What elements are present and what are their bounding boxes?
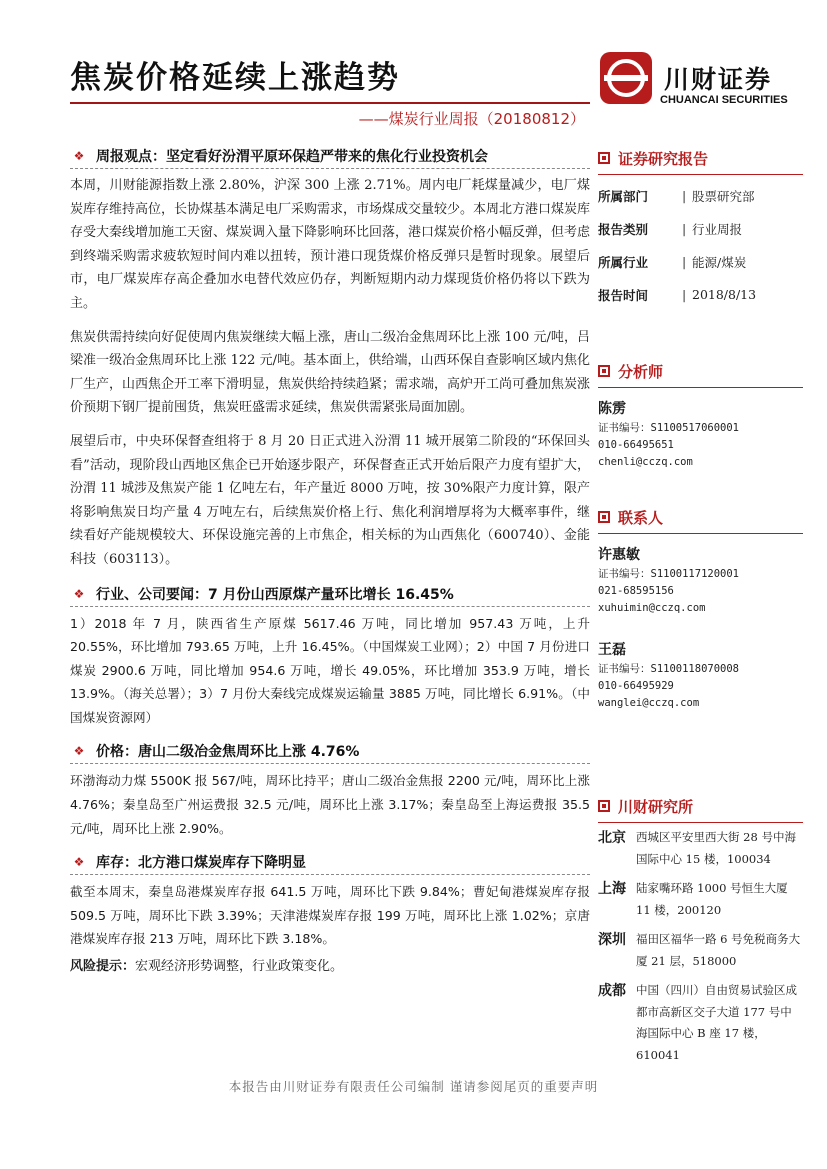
report-title: 焦炭价格延续上涨趋势	[70, 60, 400, 96]
contact-card	[598, 544, 803, 617]
info-value: 行业周报	[692, 221, 743, 237]
info-row: 所属部门 | 股票研究部	[598, 188, 755, 204]
section-heading-text: 价格：唐山二级冶金焦周环比上涨 4.76%	[96, 744, 360, 761]
section-heading-text: 行业、公司要闻：7 月份山西原煤产量环比增长 16.45%	[96, 586, 454, 603]
section-heading-view	[70, 144, 590, 168]
square-bullet-icon	[598, 511, 610, 523]
sidebar-divider	[598, 533, 803, 534]
sidebar-title-institute: 川财研究所	[598, 794, 803, 818]
report-subtitle: ——煤炭行业周报（20180812）	[358, 110, 585, 128]
info-row: 所属行业 | 能源/煤炭	[598, 254, 747, 270]
brand-name-en: CHUANCAI SECURITIES	[660, 94, 788, 106]
info-key: 所属行业	[598, 254, 649, 270]
risk-text: 宏观经济形势调整，行业政策变化。	[135, 959, 344, 975]
info-row: 报告类别 | 行业周报	[598, 221, 743, 237]
contact-name: 许惠敏	[598, 547, 640, 563]
paragraph-inventory: 截至本周末，秦皇岛港煤炭库存报 641.5 万吨，周环比下跌 9.84%；曹妃甸港煤炭库存报 509.5 万吨，周环比下跌 3.39%；天津港煤炭库存报 199 万吨，周环比上涨 1.02%；京唐港煤炭库存报 213 万吨，周环比下跌 3.18%。	[70, 884, 590, 947]
diamond-bullet-icon: ❖	[73, 149, 85, 163]
diamond-bullet-icon: ❖	[73, 855, 85, 870]
office-address	[598, 929, 803, 972]
info-key: 报告类别	[598, 221, 649, 237]
page-footer: 本报告由川财证券有限责任公司编制 谨请参阅尾页的重要声明	[228, 1079, 599, 1094]
sidebar-title-analyst: 分析师	[598, 359, 803, 383]
analyst-phone: 010-66495651	[598, 439, 674, 451]
contact-phone: 021-68595156	[598, 585, 674, 597]
office-city: 上海	[598, 881, 626, 897]
office-address	[598, 827, 803, 870]
sidebar	[598, 146, 803, 1066]
office-addr: 中国（四川）自由贸易试验区成都市高新区交子大道 177 号中海国际中心 B 座 17 楼，610041	[636, 983, 797, 1062]
brand-name-cn: 川财证券	[664, 65, 773, 94]
section-heading-text: 库存：北方港口煤炭库存下降明显	[96, 855, 306, 872]
sidebar-divider	[598, 174, 803, 175]
section-heading-inventory	[70, 850, 590, 874]
sidebar-divider	[598, 387, 803, 388]
square-bullet-icon	[598, 152, 610, 164]
contact-name: 王磊	[598, 642, 626, 658]
analyst-email[interactable]: chenli@cczq.com	[598, 456, 693, 468]
contact-email[interactable]: wanglei@cczq.com	[598, 697, 700, 709]
sidebar-title-report: 证券研究报告	[598, 146, 803, 170]
chuancai-logo-icon	[600, 52, 652, 104]
office-addr: 西城区平安里西大街 28 号中海国际中心 15 楼，100034	[636, 830, 796, 866]
info-key: 报告时间	[598, 287, 649, 303]
square-bullet-icon	[598, 800, 610, 812]
report-info-list	[598, 179, 803, 311]
risk-warning	[70, 955, 590, 979]
info-key: 所属部门	[598, 188, 649, 204]
paragraph-outlook: 展望后市，中央环保督查组将于 8 月 20 日正式进入汾渭 11 城开展第二阶段的“环保回头看”活动，现阶段山西地区焦企已开始逐步限产，环保督查正式开始后限产力度有望扩大，汾渭 11 城涉及焦炭产能 1 亿吨左右，年产量近 8000 万吨，按 30%限产力度计算，限产将影响焦炭日均产量 4 万吨左右，后续焦炭价格上行、焦化利润增厚将为大概率事件，继续看好产能规模较大、环保设施完善的上市焦企，相关标的为山西焦化（600740）、金能科技（603113）。	[70, 433, 590, 567]
analyst-name: 陈雳	[598, 401, 626, 417]
office-addr: 福田区福华一路 6 号免税商务大厦 21 层，518000	[636, 932, 801, 968]
office-address	[598, 980, 803, 1066]
paragraph-coke-supply: 焦炭供需持续向好促使周内焦炭继续大幅上涨，唐山二级冶金焦周环比上涨 100 元/吨，吕梁准一级冶金焦周环比上涨 122 元/吨。基本面上，供给端，山西环保自查影响区域内焦化厂生产，山西焦企开工率下滑明显，焦炭供给持续趋紧；需求端，高炉开工尚可叠加焦炭涨价预期下钢厂提前囤货，焦炭旺盛需求延续，焦炭供需紧张局面加剧。	[70, 329, 591, 416]
sidebar-title-contacts: 联系人	[598, 505, 803, 529]
info-value: 能源/煤炭	[692, 254, 747, 270]
office-city: 成都	[598, 983, 626, 999]
section-heading-text: 周报观点：坚定看好汾渭平原环保趋严带来的焦化行业投资机会	[96, 149, 488, 165]
risk-label: 风险提示：	[70, 959, 136, 975]
main-content	[70, 144, 590, 979]
info-row: 报告时间 | 2018/8/13	[598, 287, 757, 303]
contact-cert: 证书编号：S1100117120001	[598, 568, 740, 580]
diamond-bullet-icon: ❖	[73, 744, 85, 759]
diamond-bullet-icon: ❖	[73, 586, 85, 601]
section-heading-news	[70, 582, 590, 606]
office-address	[598, 878, 803, 921]
paragraph-price: 环渤海动力煤 5500K 报 567/吨，周环比持平；唐山二级冶金焦报 2200 元/吨，周环比上涨 4.76%；秦皇岛至广州运费报 32.5 元/吨，周环比上涨 3.17%；秦皇岛至上海运费报 35.5 元/吨，周环比上涨 2.90%。	[70, 773, 590, 836]
analyst-cert: 证书编号：S1100517060001	[598, 422, 740, 434]
sidebar-divider	[598, 822, 803, 823]
contact-card	[598, 639, 803, 712]
header-divider	[70, 102, 590, 104]
paragraph-industry-news: 1）2018 年 7 月，陕西省生产原煤 5617.46 万吨，同比增加 957.43 万吨，上升 20.55%，环比增加 793.65 万吨，上升 16.45%。（中国煤炭工业网）；2）中国 7 月份进口煤炭 2900.6 万吨，同比增加 954.6 万吨，增长 49.05%，环比增加 353.9 万吨，增长 13.9%。（海关总署）；3）7 月份大秦线完成煤炭运输量 3885 万吨，同比增长 6.91%。（中国煤炭资源网）	[70, 615, 590, 725]
contact-phone: 010-66495929	[598, 680, 674, 692]
office-city: 深圳	[598, 932, 626, 948]
contact-email[interactable]: xuhuimin@cczq.com	[598, 602, 706, 614]
contact-cert: 证书编号：S1100118070008	[598, 663, 740, 675]
info-value: 2018/8/13	[692, 287, 757, 302]
info-value: 股票研究部	[692, 188, 755, 204]
square-bullet-icon	[598, 365, 610, 377]
office-addr: 陆家嘴环路 1000 号恒生大厦 11 楼，200120	[636, 881, 788, 917]
section-heading-price	[70, 739, 590, 763]
office-city: 北京	[598, 830, 626, 846]
paragraph-market-view: 本周，川财能源指数上涨 2.80%，沪深 300 上涨 2.71%。周内电厂耗煤量减少，电厂煤炭库存维持高位，长协煤基本满足电厂采购需求，市场煤成交量较少。本周北方港口煤炭库存受大秦线增加施工天窗、煤炭调入量下降影响环比回落，港口煤炭价格小幅反弹，但考虑到终端采购需求疲软短时间内难以扭转，预计港口现货煤价格反弹只是暂时现象。展望后市，电厂煤炭库存高企叠加水电替代效应仍存，判断短期内动力煤现货价格仍将以下跌为主。	[70, 178, 591, 311]
analyst-card	[598, 398, 803, 471]
